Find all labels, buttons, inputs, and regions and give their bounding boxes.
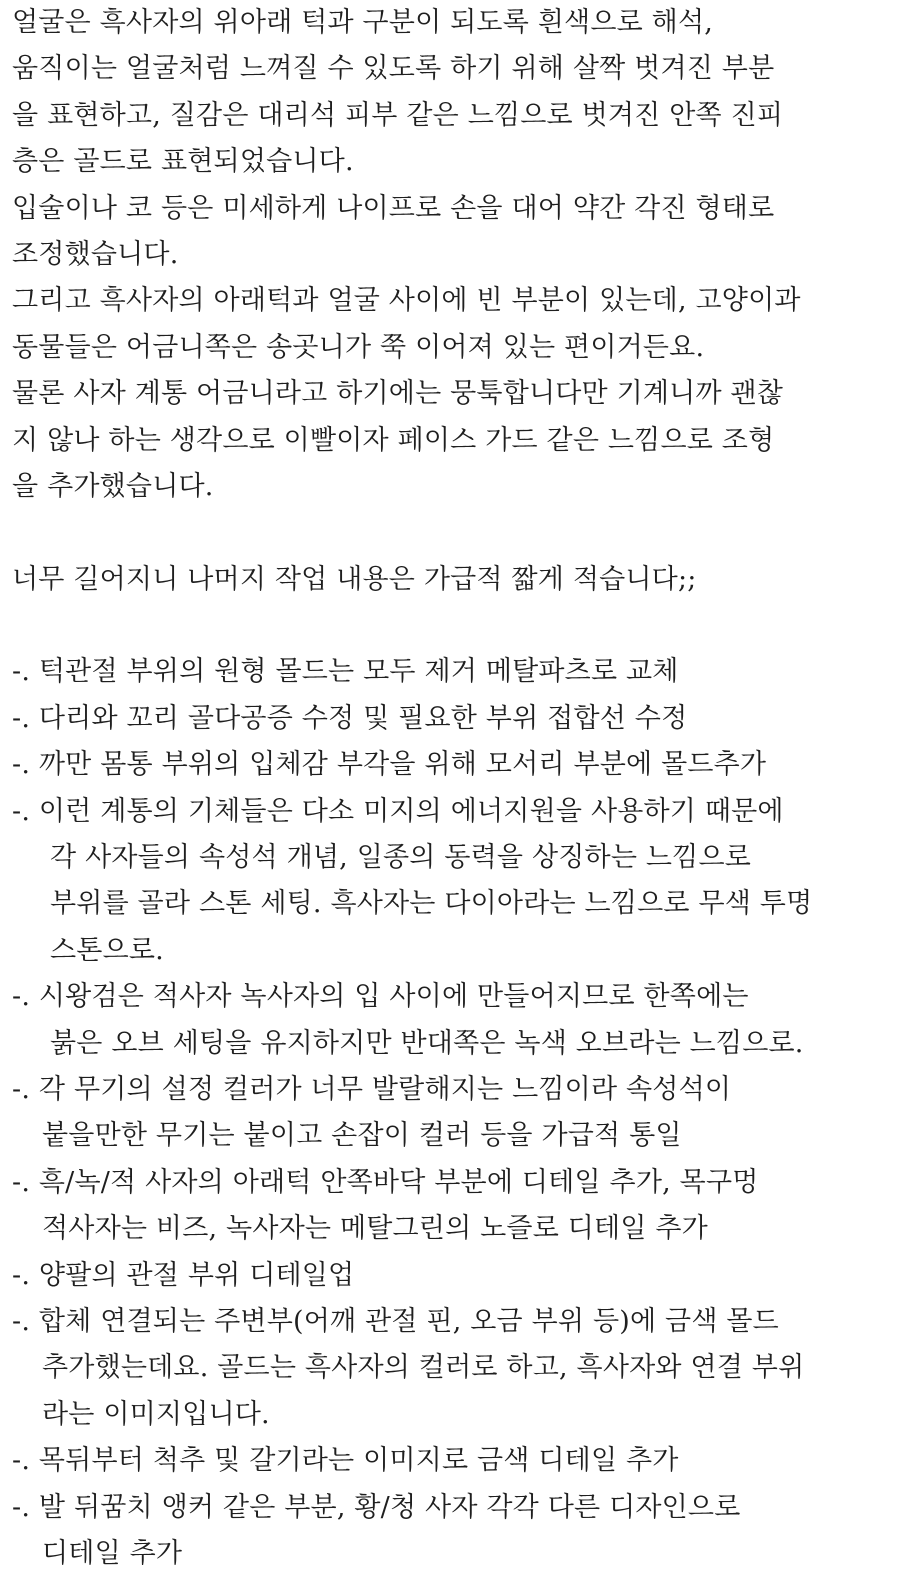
article-body [12, 0, 892, 1577]
list-item: -. 각 무기의 설정 컬러가 너무 발랄해지는 느낌이라 속성석이 [12, 1073, 732, 1105]
text-line: 층은 골드로 표현되었습니다. [12, 146, 354, 178]
list-item: -. 이런 계통의 기체들은 다소 미지의 에너지원을 사용하기 때문에 [12, 795, 784, 827]
list-item: -. 턱관절 부위의 원형 몰드는 모두 제거 메탈파츠로 교체 [12, 656, 679, 688]
list-item: -. 다리와 꼬리 골다공증 수정 및 필요한 부위 접합선 수정 [12, 702, 688, 734]
list-item-continuation: 라는 이미지입니다. [42, 1398, 270, 1430]
list-item-continuation: 각 사자들의 속성석 개념, 일종의 동력을 상징하는 느낌으로 [50, 842, 752, 874]
list-item-continuation: 추가했는데요. 골드는 흑사자의 컬러로 하고, 흑사자와 연결 부위 [42, 1352, 805, 1384]
blank-line [12, 603, 892, 649]
blank-line [12, 510, 892, 556]
text-line: 그리고 흑사자의 아래턱과 얼굴 사이에 빈 부분이 있는데, 고양이과 [12, 285, 801, 317]
text-line: 입술이나 코 등은 미세하게 나이프로 손을 대어 약간 각진 형태로 [12, 192, 775, 224]
short-note: 너무 길어지니 나머지 작업 내용은 가급적 짧게 적습니다;; [12, 563, 697, 595]
text-line: 을 표현하고, 질감은 대리석 피부 같은 느낌으로 벗겨진 안쪽 진피 [12, 99, 784, 131]
list-item-continuation: 부위를 골라 스톤 세팅. 흑사자는 다이아라는 느낌으로 무색 투명 [50, 888, 813, 920]
list-item: -. 까만 몸통 부위의 입체감 부각을 위해 모서리 부분에 몰드추가 [12, 749, 767, 781]
list-item: -. 발 뒤꿈치 앵커 같은 부분, 황/청 사자 각각 다른 디자인으로 [12, 1491, 741, 1523]
list-item-continuation: 적사자는 비즈, 녹사자는 메탈그린의 노즐로 디테일 추가 [42, 1213, 708, 1245]
list-item: -. 시왕검은 적사자 녹사자의 입 사이에 만들어지므로 한쪽에는 [12, 981, 749, 1013]
list-item: -. 합체 연결되는 주변부(어깨 관절 핀, 오금 부위 등)에 금색 몰드 [12, 1305, 779, 1337]
list-item: -. 양팔의 관절 부위 디테일업 [12, 1259, 355, 1291]
list-item-continuation: 붉은 오브 세팅을 유지하지만 반대쪽은 녹색 오브라는 느낌으로. [50, 1027, 804, 1059]
list-item-continuation: 디테일 추가 [42, 1537, 183, 1569]
list-item: -. 흑/녹/적 사자의 아래턱 안쪽바닥 부분에 디테일 추가, 목구멍 [12, 1166, 759, 1198]
list-item-continuation: 붙을만한 무기는 붙이고 손잡이 컬러 등을 가급적 통일 [42, 1120, 682, 1152]
text-line: 조정했습니다. [12, 238, 179, 270]
list-item-continuation: 스톤으로. [50, 934, 164, 966]
text-line: 얼굴은 흑사자의 위아래 턱과 구분이 되도록 흰색으로 해석, [12, 7, 714, 38]
text-line: 움직이는 얼굴처럼 느껴질 수 있도록 하기 위해 살짝 벗겨진 부분 [12, 53, 775, 85]
text-line: 동물들은 어금니쪽은 송곳니가 쭉 이어져 있는 편이거든요. [12, 331, 705, 363]
text-line: 지 않나 하는 생각으로 이빨이자 페이스 가드 같은 느낌으로 조형 [12, 424, 775, 456]
text-line: 물론 사자 계통 어금니라고 하기에는 뭉툭합니다만 기계니까 괜찮 [12, 378, 784, 410]
text-line: 을 추가했습니다. [12, 470, 214, 502]
list-item: -. 목뒤부터 척추 및 갈기라는 이미지로 금색 디테일 추가 [12, 1445, 679, 1477]
